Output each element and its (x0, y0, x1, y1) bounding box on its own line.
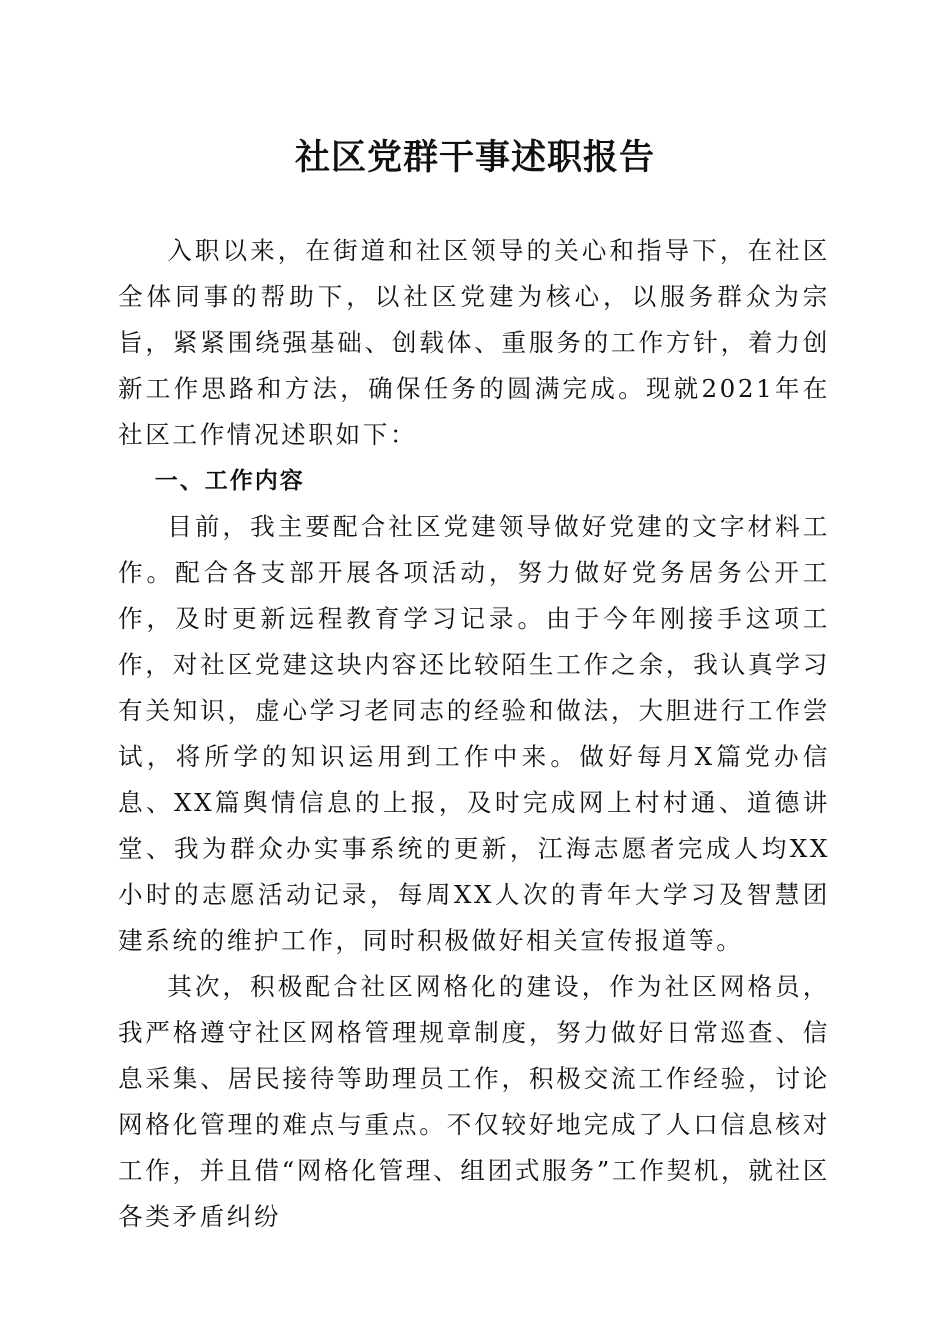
work-content-paragraph-1: 目前，我主要配合社区党建领导做好党建的文字材料工作。配合各支部开展各项活动，努力做好党务居务公开工作，及时更新远程教育学习记录。由于今年刚接手这项工作，对社区党建这块内容还比较陌生工作之余，我认真学习有关知识，虚心学习老同志的经验和做法，大胆进行工作尝试，将所学的知识运用到工作中来。做好每月X篇党办信息、XX篇舆情信息的上报，及时完成网上村村通、道德讲堂、我为群众办实事系统的更新，江海志愿者完成人均XX小时的志愿活动记录，每周XX人次的青年大学习及智慧团建系统的维护工作，同时积极做好相关宣传报道等。 (118, 512, 830, 955)
intro-paragraph: 入职以来，在街道和社区领导的关心和指导下，在社区全体同事的帮助下，以社区党建为核心，以服务群众为宗旨，紧紧围绕强基础、创载体、重服务的工作方针，着力创新工作思路和方法，确保任务的圆满完成。现就2021年在社区工作情况述职如下： (118, 236, 830, 449)
document-body (118, 228, 830, 1240)
work-content-paragraph-2: 其次，积极配合社区网格化的建设，作为社区网格员，我严格遵守社区网格管理规章制度，努力做好日常巡查、信息采集、居民接待等助理员工作，积极交流工作经验，讨论网格化管理的难点与重点。不仅较好地完成了人口信息核对工作，并且借“网格化管理、组团式服务”工作契机，就社区各类矛盾纠纷 (118, 972, 830, 1231)
section-heading-work-content: 一、工作内容 (154, 468, 305, 494)
document-title: 社区党群干事述职报告 (294, 137, 655, 178)
